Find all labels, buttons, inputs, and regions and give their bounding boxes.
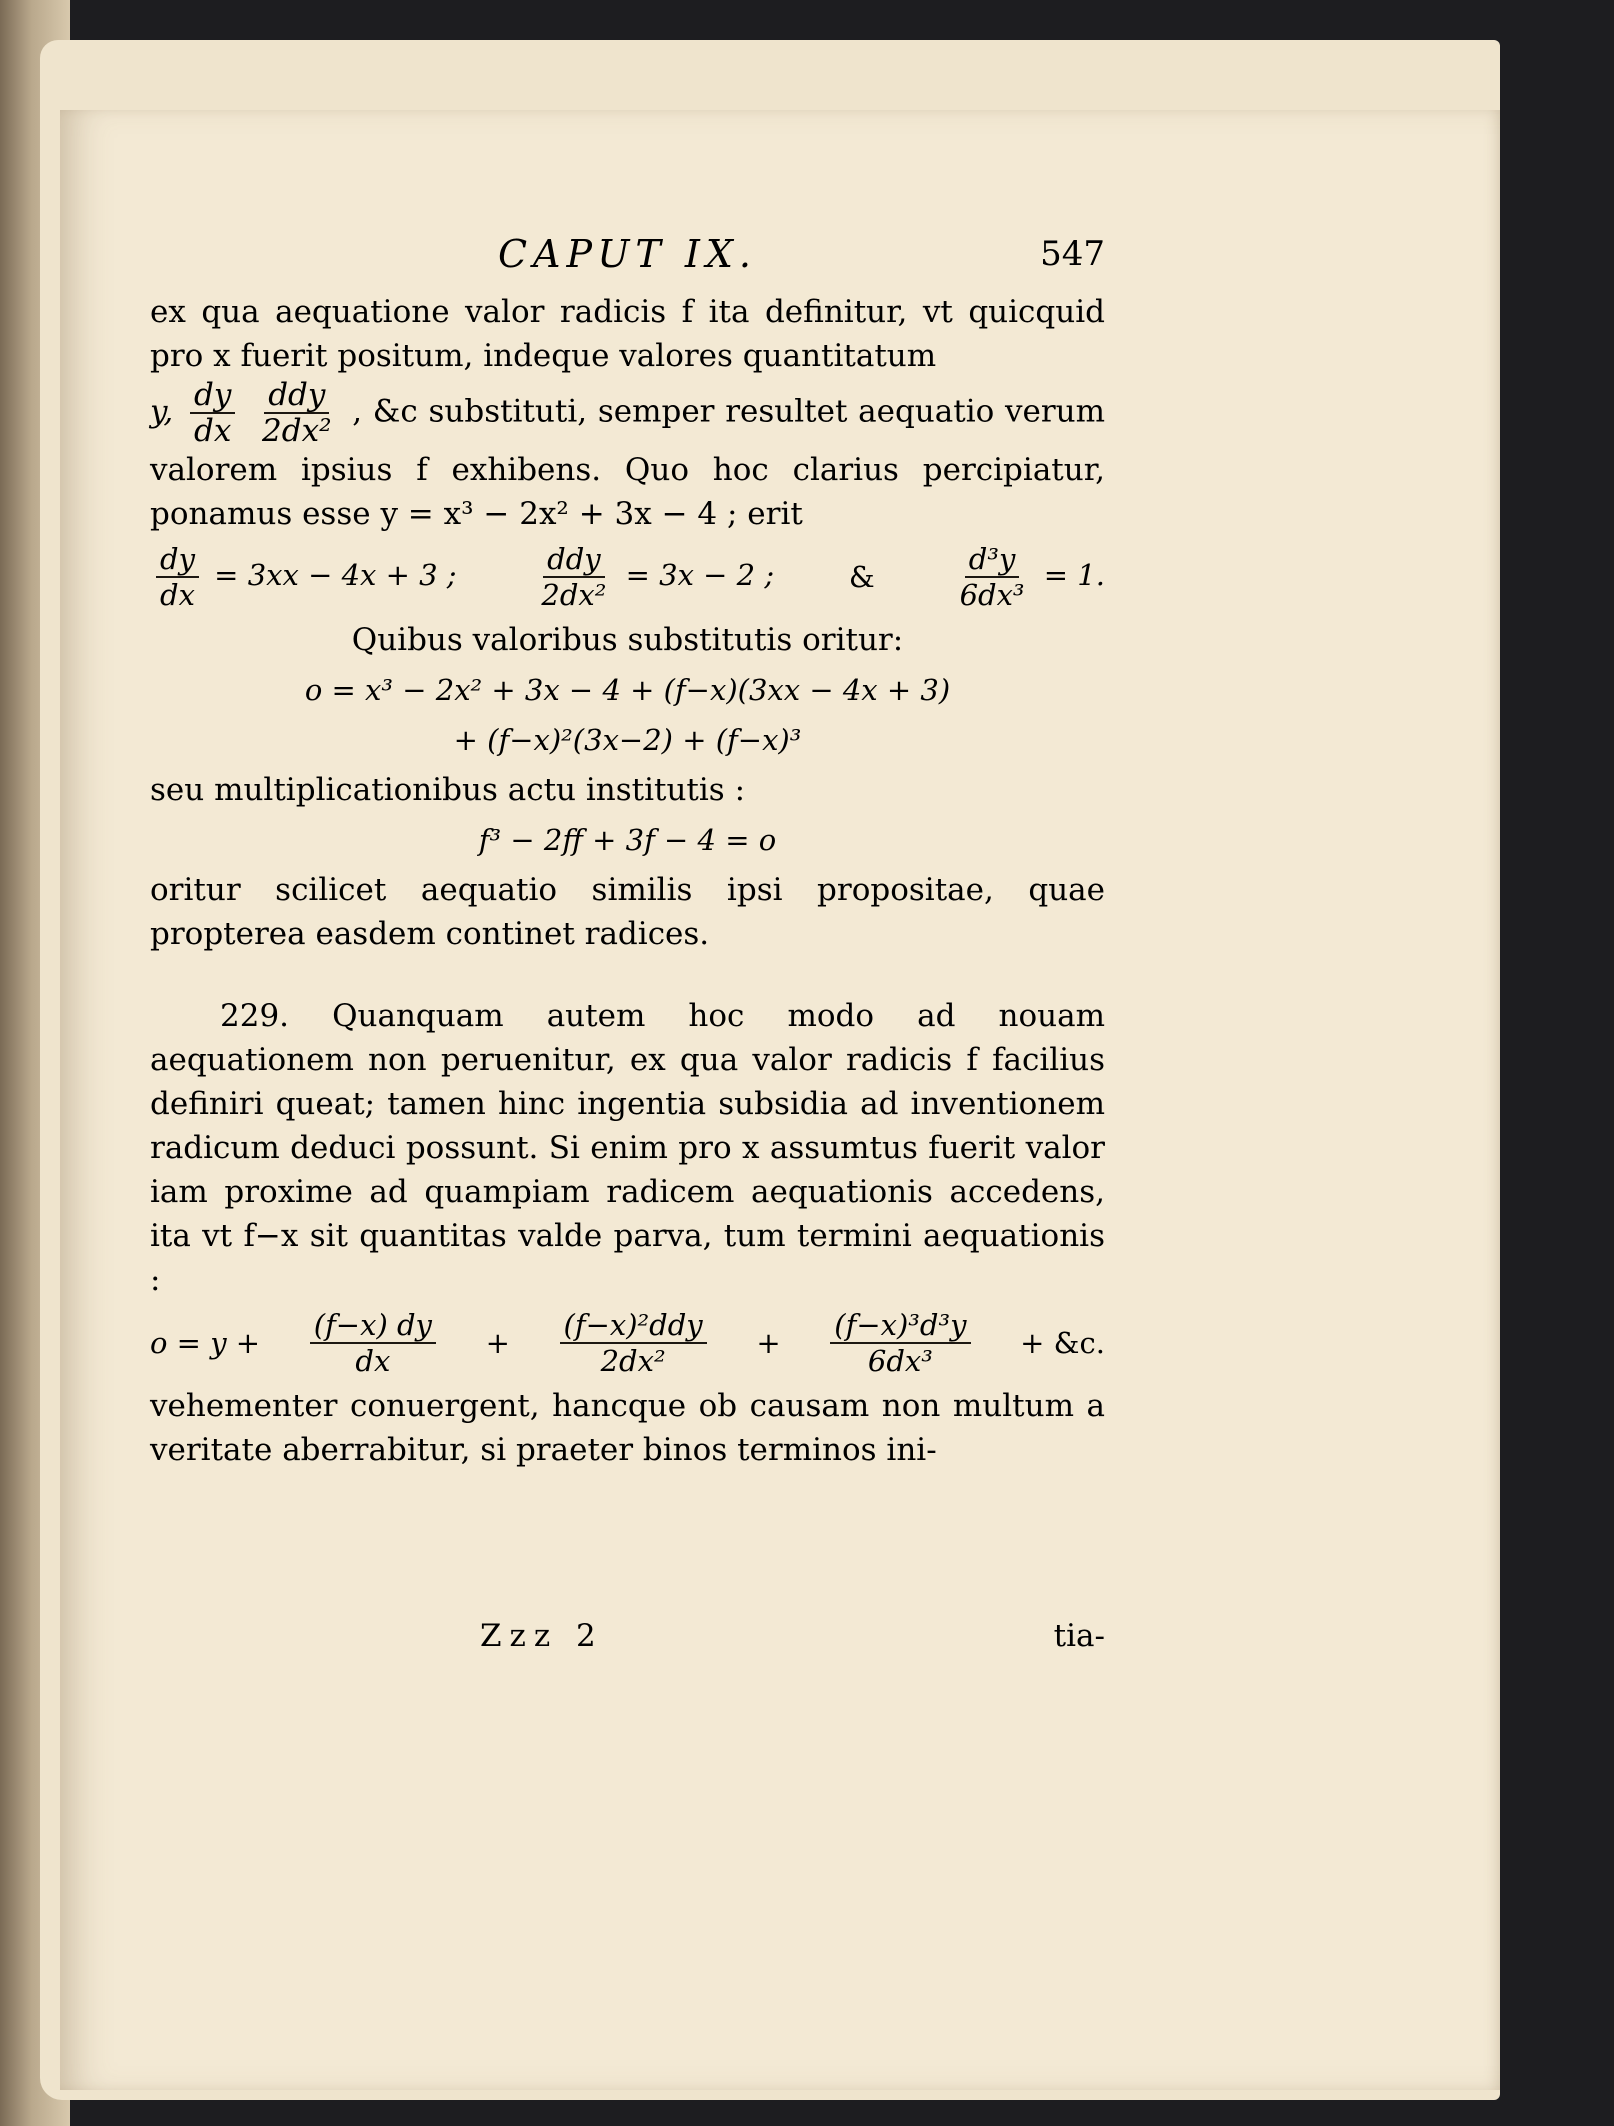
equation-series: [150, 1308, 1105, 1378]
fraction-dy-dx: $\frac{dy}{dx}$: [190, 378, 235, 448]
eq1-part2: $\frac{\text{ddy}}{\text{2dx²}}$ = 3x − 2 ;: [541, 542, 775, 612]
equation-cubic: f³ − 2ff + 3f − 4 = o: [478, 823, 777, 857]
eq1-part1: $\frac{dy}{dx}$ = 3xx − 4x + 3 ;: [150, 542, 457, 612]
running-title: CAPUT IX.: [497, 232, 757, 276]
paragraph-229: 229. Quanquam autem hoc modo ad nouam aequationem non peruenitur, ex qua valor radicis f facilius definiri queat; tamen hinc ingentia subsidia ad inventionem radicum deduci possunt. Si enim pro x assumtus fuerit valor iam proxime ad quampiam radicem aequationis accedens, ita vt f−x sit quantitas valde parva, tum termini aequationis :: [150, 998, 1105, 1298]
eq1-and: &: [848, 560, 875, 594]
eq4-fraction-3: $\frac{\text{(f−x)³d³y}}{\text{6dx³}}$: [830, 1308, 970, 1378]
eq4-lead: o = y +: [150, 1326, 261, 1360]
eq1-part3: $\frac{\text{d³y}}{\text{6dx³}}$ = 1.: [959, 542, 1105, 612]
var-y: y,: [150, 393, 174, 430]
section-gap: [150, 956, 1105, 994]
page-text: [150, 290, 1105, 1472]
catchword: tia-: [1053, 1618, 1105, 1654]
page-footer: [150, 1618, 1105, 1662]
eq4-tail: + &c.: [1020, 1326, 1105, 1360]
equation-substitution-2: + (f−x)²(3x−2) + (f−x)³: [453, 723, 802, 757]
eq4-plus-1: +: [485, 1326, 510, 1360]
fraction-ddy-2dx2: $\frac{\text{ddy}}{\text{2dx²}}$: [262, 377, 332, 449]
signature-mark: Zzz 2: [480, 1618, 604, 1654]
eq4-fraction-2: $\frac{\text{(f−x)²ddy}}{\text{2dx²}}$: [560, 1308, 707, 1378]
paragraph-3: seu multiplicationibus actu institutis :: [150, 772, 746, 808]
paragraph-4: oritur scilicet aequatio similis ipsi propositae, quae propterea easdem continet radices.: [150, 872, 1105, 952]
paragraph-1-text: , &c substituti, semper resultet aequatio verum valorem ipsius f exhibens. Quo hoc clarius percipiatur, ponamus esse y = x³ − 2x² + 3x − 4 ; erit: [150, 393, 1106, 532]
running-head: [150, 232, 1105, 276]
paragraph-1: ex qua aequatione valor radicis f ita definitur, vt quicquid pro x fuerit positum, indeque valores quantitatum: [150, 294, 1105, 374]
paragraph-1-cont: [150, 378, 1105, 536]
paragraph-2: Quibus valoribus substitutis oritur:: [351, 622, 904, 658]
page-number: 547: [1040, 234, 1105, 274]
eq4-plus-2: +: [756, 1326, 781, 1360]
equation-derivatives: [150, 542, 1105, 612]
paragraph-6: vehementer conuergent, hancque ob causam non multum a veritate aberrabitur, si praeter binos terminos ini-: [150, 1388, 1105, 1468]
equation-substitution-1: o = x³ − 2x² + 3x − 4 + (f−x)(3xx − 4x + 3): [304, 673, 951, 707]
eq4-fraction-1: $\frac{(f-x) dy}{dx}$: [310, 1308, 436, 1378]
